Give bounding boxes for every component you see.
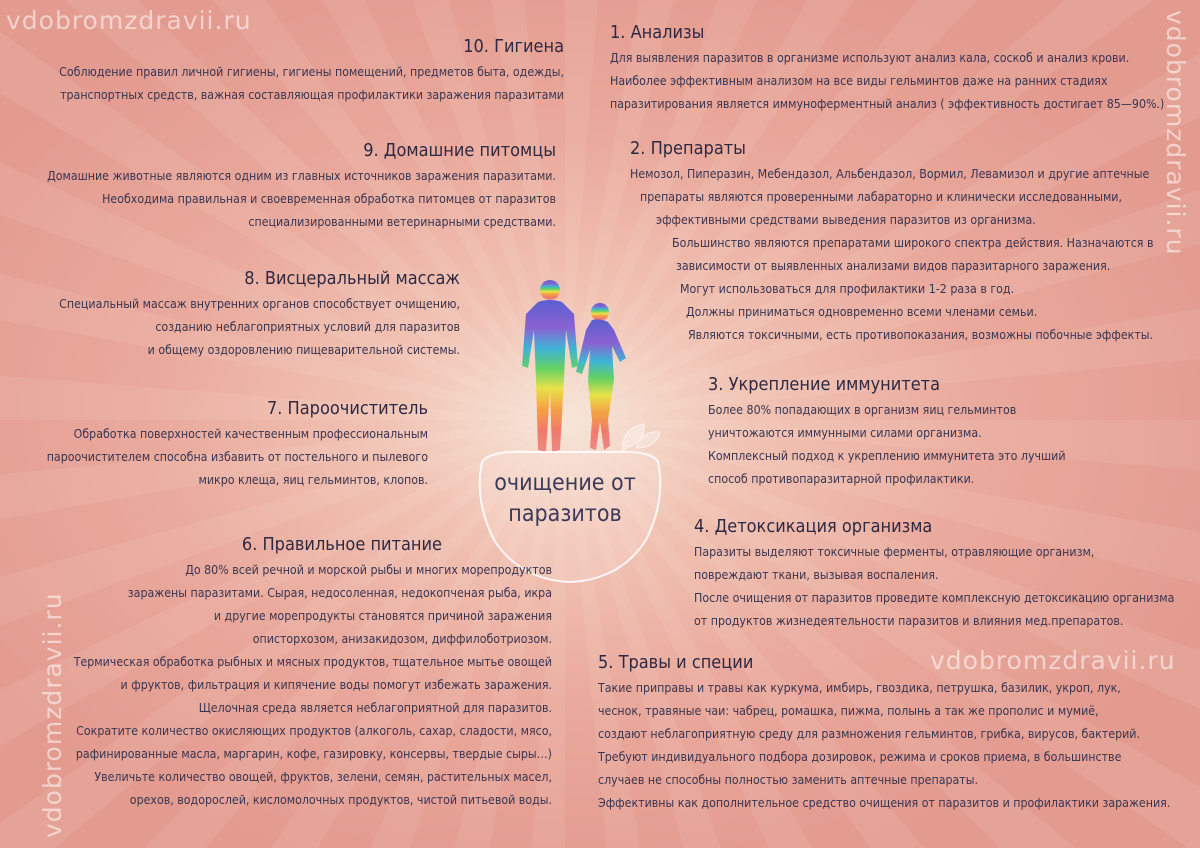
- section-steam-cleaner: [47, 398, 428, 492]
- section-text-line: Обработка поверхностей качественным профессиональным: [73, 427, 428, 441]
- section-title: 8. Висцеральный массаж: [244, 268, 460, 289]
- section-detox: [694, 516, 1174, 633]
- center-title-line1: очищение от: [494, 470, 636, 496]
- section-text-line: Более 80% попадающих в организм яиц гельминтов: [708, 403, 1017, 417]
- section-title: 5. Травы и специи: [598, 652, 754, 673]
- section-text-line: орехов, водорослей, кисломолочных продуктов, чистой питьевой воды.: [129, 793, 552, 807]
- section-text-line: транспортных средств, важная составляющая профилактики заражения паразитами: [60, 88, 564, 102]
- section-text-line: Соблюдение правил личной гигиены, гигиены помещений, предметов быта, одежды,: [59, 65, 564, 79]
- section-text-line: Являются токсичными, есть противопоказания, возможны побочные эффекты.: [688, 328, 1154, 342]
- section-title: 6. Правильное питание: [241, 534, 442, 555]
- section-text-line: повреждают ткани, вызывая воспаления.: [694, 568, 939, 582]
- section-analyses: [610, 22, 1164, 116]
- section-text-line: и фруктов, фильтрация и кипячение воды помогут избежать заражения.: [120, 678, 552, 692]
- section-text-line: Могут использоваться для профилактики 1-2 раза в год.: [680, 282, 1015, 296]
- section-pets: [47, 140, 556, 234]
- section-text-line: Для выявления паразитов в организме используют анализ кала, соскоб и анализ крови.: [610, 51, 1130, 65]
- section-text-line: созданию неблагоприятных условий для паразитов: [155, 320, 460, 334]
- section-text-line: Большинство являются препаратами широкого спектра действия. Назначаются в: [672, 236, 1154, 250]
- section-text-line: Эффективны как дополнительное средство очищения от паразитов и профилактики заражения.: [598, 796, 1171, 810]
- section-text-line: эффективными средствами выведения паразитов из организма.: [656, 213, 1036, 227]
- section-herbs-spices: [598, 652, 1170, 815]
- center-title-line2: паразитов: [508, 501, 622, 527]
- section-text-line: Должны приниматься одновременно всеми членами семьи.: [686, 305, 1038, 319]
- section-text-line: Немозол, Пиперазин, Мебендазол, Альбендазол, Вормил, Левамизол и другие аптечные: [630, 167, 1150, 181]
- section-title: 9. Домашние питомцы: [363, 140, 556, 161]
- section-text-line: паразитирования является иммуноферментный анализ ( эффективность достигает 85—90%.): [610, 97, 1165, 111]
- section-text-line: уничтожаются иммунными силами организма.: [708, 426, 982, 440]
- section-title: 7. Пароочиститель: [266, 398, 428, 419]
- section-text-line: пароочистителем способна избавить от постельного и пылевого: [46, 450, 428, 464]
- section-text-line: Термическая обработка рыбных и мясных продуктов, тщательное мытье овощей: [73, 655, 552, 669]
- watermark-left: vdobromzdravii.ru: [38, 592, 67, 838]
- watermark-top: vdobromzdravii.ru: [6, 6, 252, 35]
- section-text-line: Комплексный подход к укреплению иммунитета это лучший: [708, 449, 1066, 463]
- section-text-line: Наиболее эффективным анализом на все виды гельминтов даже на ранних стадиях: [610, 74, 1108, 88]
- watermark-mid: vdobromzdravii.ru: [930, 646, 1176, 675]
- section-title: 3. Укрепление иммунитета: [708, 374, 941, 395]
- section-text-line: Паразиты выделяют токсичные ферменты, отравляющие организм,: [694, 545, 1095, 559]
- section-medications: [630, 138, 1154, 347]
- section-text-line: Увеличьте количество овощей, фруктов, зелени, семян, растительных масел,: [94, 770, 552, 784]
- section-text-line: и общему оздоровлению пищеварительной системы.: [147, 343, 460, 357]
- section-immunity: [708, 374, 1066, 491]
- section-text-line: способ противопаразитарной профилактики.: [708, 472, 975, 486]
- section-title: 1. Анализы: [610, 22, 705, 43]
- section-title: 10. Гигиена: [463, 36, 564, 57]
- section-text-line: специализированными ветеринарными средствами.: [248, 215, 556, 229]
- section-text-line: рафинированные масла, маргарин, кофе, газировку, консервы, твердые сыры…): [75, 747, 552, 761]
- section-text-line: заражены паразитами. Сырая, недосоленная, недокопченая рыба, икра: [127, 586, 552, 600]
- section-text-line: создают неблагоприятную среду для размножения гельминтов, грибка, вирусов, бактерий.: [598, 727, 1140, 741]
- section-hygiene: [59, 36, 564, 107]
- section-title: 4. Детоксикация организма: [694, 516, 933, 537]
- section-text-line: микро клеща, яиц гельминтов, клопов.: [198, 473, 428, 487]
- section-text-line: от продуктов жизнедеятельности паразитов и влияния мед.препаратов.: [694, 614, 1124, 628]
- section-text-line: Специальный массаж внутренних органов способствует очищению,: [59, 297, 460, 311]
- section-text-line: описторхозом, анизакидозом, диффилоботриозом.: [252, 632, 552, 646]
- watermark-right: vdobromzdravii.ru: [1161, 10, 1190, 256]
- section-text-line: Щелочная среда является неблагоприятной для паразитов.: [198, 701, 552, 715]
- section-text-line: препараты являются проверенными лабараторно и клинически исследованными,: [640, 190, 1123, 204]
- section-visceral-massage: [59, 268, 460, 362]
- section-text-line: зависимости от выявленных анализами видов паразитарного заражения.: [676, 259, 1111, 273]
- section-text-line: и другие морепродукты становятся причиной заражения: [213, 609, 552, 623]
- section-proper-nutrition: [74, 534, 552, 812]
- section-title: 2. Препараты: [630, 138, 746, 159]
- section-text-line: Такие приправы и травы как куркума, имбирь, гвоздика, петрушка, базилик, укроп, лук,: [598, 681, 1121, 695]
- section-text-line: Домашние животные являются одним из главных источников заражения паразитами.: [47, 169, 556, 183]
- section-text-line: Необходима правильная и своевременная обработка питомцев от паразитов: [102, 192, 556, 206]
- section-text-line: Сократите количество окисляющих продуктов (алкоголь, сахар, сладости, мясо,: [76, 724, 552, 738]
- section-text-line: До 80% всей речной и морской рыбы и многих морепродуктов: [185, 563, 552, 577]
- section-text-line: Требуют индивидуального подбора дозировок, режима и сроков приема, в большинстве: [598, 750, 1122, 764]
- section-text-line: чеснок, травяные чаи: чабрец, ромашка, пижма, полынь а так же прополис и мумиё,: [598, 704, 1099, 718]
- section-text-line: случаев не способны полностью заменить аптечные препараты.: [598, 773, 978, 787]
- section-text-line: После очищения от паразитов проведите комплексную детоксикацию организма: [694, 591, 1175, 605]
